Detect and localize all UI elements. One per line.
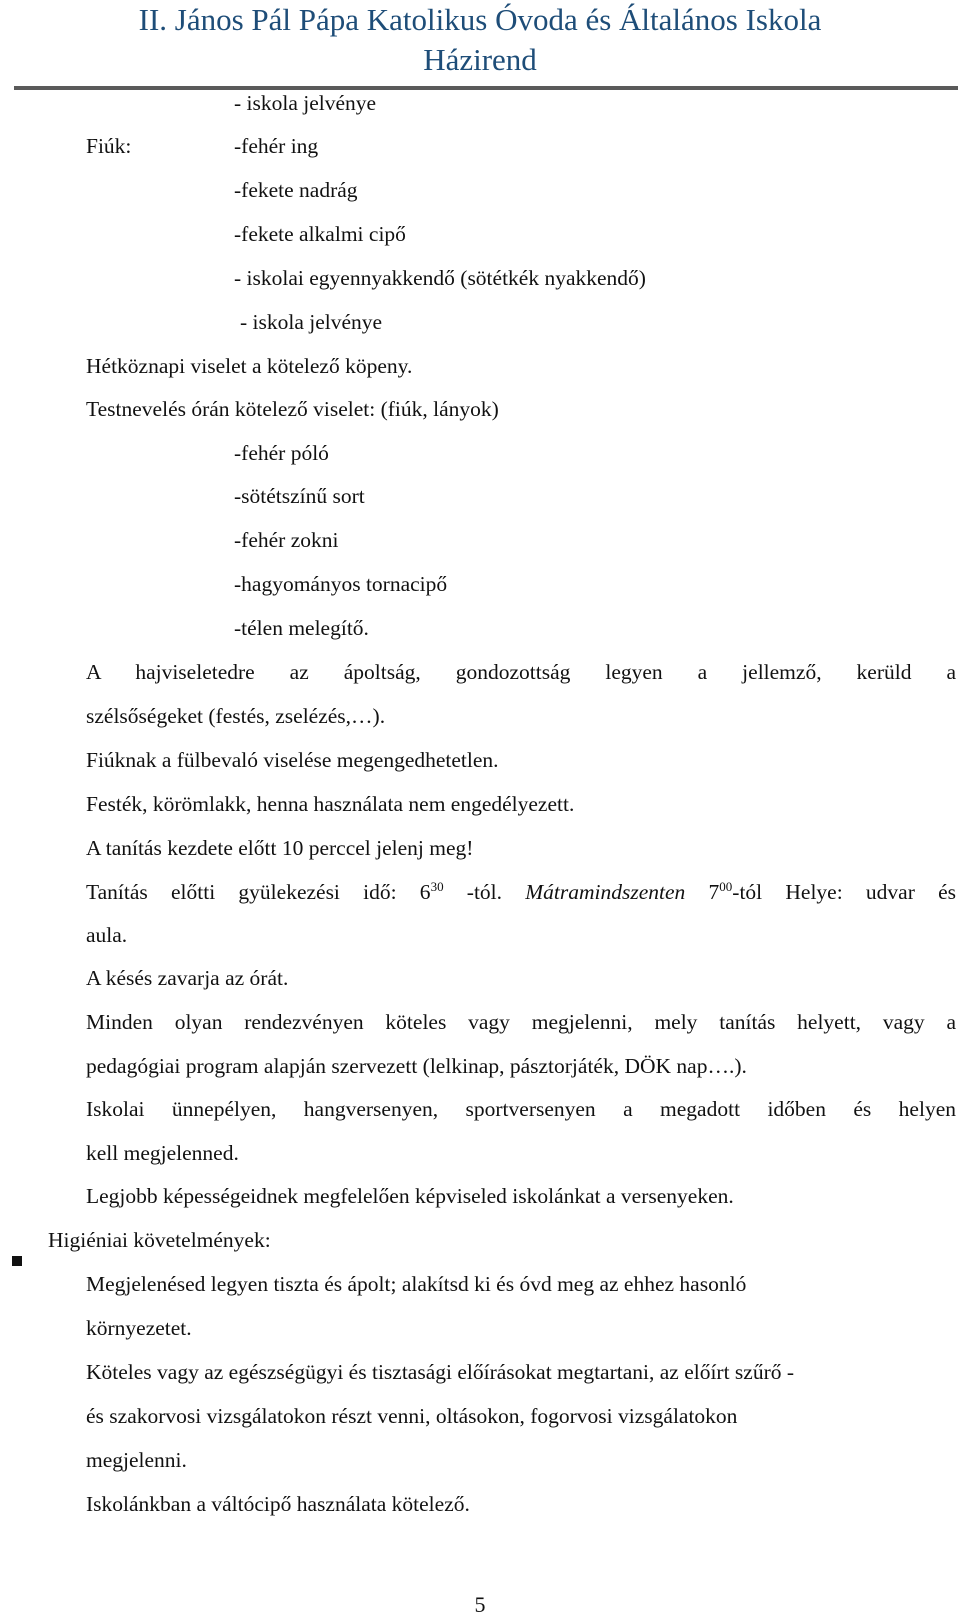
text-line: és szakorvosi vizsgálatokon részt venni, oltásokon, fogorvosi vizsgálatokon <box>86 1404 738 1428</box>
text-line: A tanítás kezdete előtt 10 perccel jelenj meg! <box>86 836 474 860</box>
text-line: környezetet. <box>86 1316 192 1340</box>
text-line: szélsőségeket (festés, zselézés,…). <box>86 704 386 728</box>
place-name: Mátramindszenten <box>525 880 686 904</box>
school-name: II. János Pál Pápa Katolikus Óvoda és Általános Iskola <box>138 2 822 37</box>
text-line: -hagyományos tornacipő <box>234 572 448 596</box>
text-line: kell megjelenned. <box>86 1141 239 1165</box>
time-superscript: 30 <box>430 878 444 894</box>
square-bullet-icon <box>12 1256 22 1266</box>
text-line: -fehér póló <box>234 441 329 465</box>
document-title: Házirend <box>423 42 537 77</box>
text-line: aula. <box>86 923 128 947</box>
text-fragment: Tanítás előtti gyülekezési idő: 6 <box>86 880 431 904</box>
text-line: - iskola jelvénye <box>234 91 377 115</box>
text-line-justified: Iskolai ünnepélyen, hangversenyen, sportversenyen a megadott időben és helyen <box>86 1097 956 1121</box>
text-line: Fiúknak a fülbevaló viselése megengedhetetlen. <box>86 748 499 772</box>
text-line: A késés zavarja az órát. <box>86 966 289 990</box>
text-fragment: 7 <box>685 880 720 904</box>
text-line: Hétköznapi viselet a kötelező köpeny. <box>86 354 413 378</box>
text-line: pedagógiai program alapján szervezett (lelkinap, pásztorjáték, DÖK nap….). <box>86 1054 747 1078</box>
text-line-justified: A hajviseletedre az ápoltság, gondozottság legyen a jellemző, kerüld a <box>86 660 956 684</box>
text-line: Legjobb képességeidnek megfelelően képviseled iskolánkat a versenyeken. <box>86 1184 734 1208</box>
text-line-justified: Minden olyan rendezvényen köteles vagy megjelenni, mely tanítás helyett, vagy a <box>86 1010 956 1034</box>
text-line: megjelenni. <box>86 1448 187 1472</box>
text-line: -télen melegítő. <box>234 616 369 640</box>
page-header <box>0 0 960 80</box>
text-fragment: -tól. <box>443 880 526 904</box>
text-line: Megjelenésed legyen tiszta és ápolt; alakítsd ki és óvd meg az ehhez hasonló <box>86 1272 747 1296</box>
text-line: Festék, körömlakk, henna használata nem engedélyezett. <box>86 792 575 816</box>
text-line: - iskola jelvénye <box>240 310 383 334</box>
text-line: - iskolai egyennyakkendő (sötétkék nyakkendő) <box>234 266 646 290</box>
text-line: Köteles vagy az egészségügyi és tisztasági előírásokat megtartani, az előírt szűrő - <box>86 1360 795 1384</box>
text-fragment: -tól Helye: udvar és <box>732 880 957 904</box>
gathering-time-line <box>86 878 956 906</box>
header-divider <box>14 86 958 90</box>
text-line: Iskolánkban a váltócipő használata kötelező. <box>86 1492 470 1516</box>
text-line: -fehér zokni <box>234 528 339 552</box>
text-line: -fekete nadrág <box>234 178 358 202</box>
text-line: -sötétszínű sort <box>234 484 365 508</box>
page-number: 5 <box>474 1592 486 1617</box>
text-line: Testnevelés órán kötelező viselet: (fiúk, lányok) <box>86 397 499 421</box>
section-heading: Higiéniai követelmények: <box>48 1228 271 1252</box>
text-line: -fekete alkalmi cipő <box>234 222 406 246</box>
text-line: -fehér ing <box>234 134 319 158</box>
fiuk-label: Fiúk: <box>86 134 132 158</box>
time-superscript: 00 <box>719 878 733 894</box>
